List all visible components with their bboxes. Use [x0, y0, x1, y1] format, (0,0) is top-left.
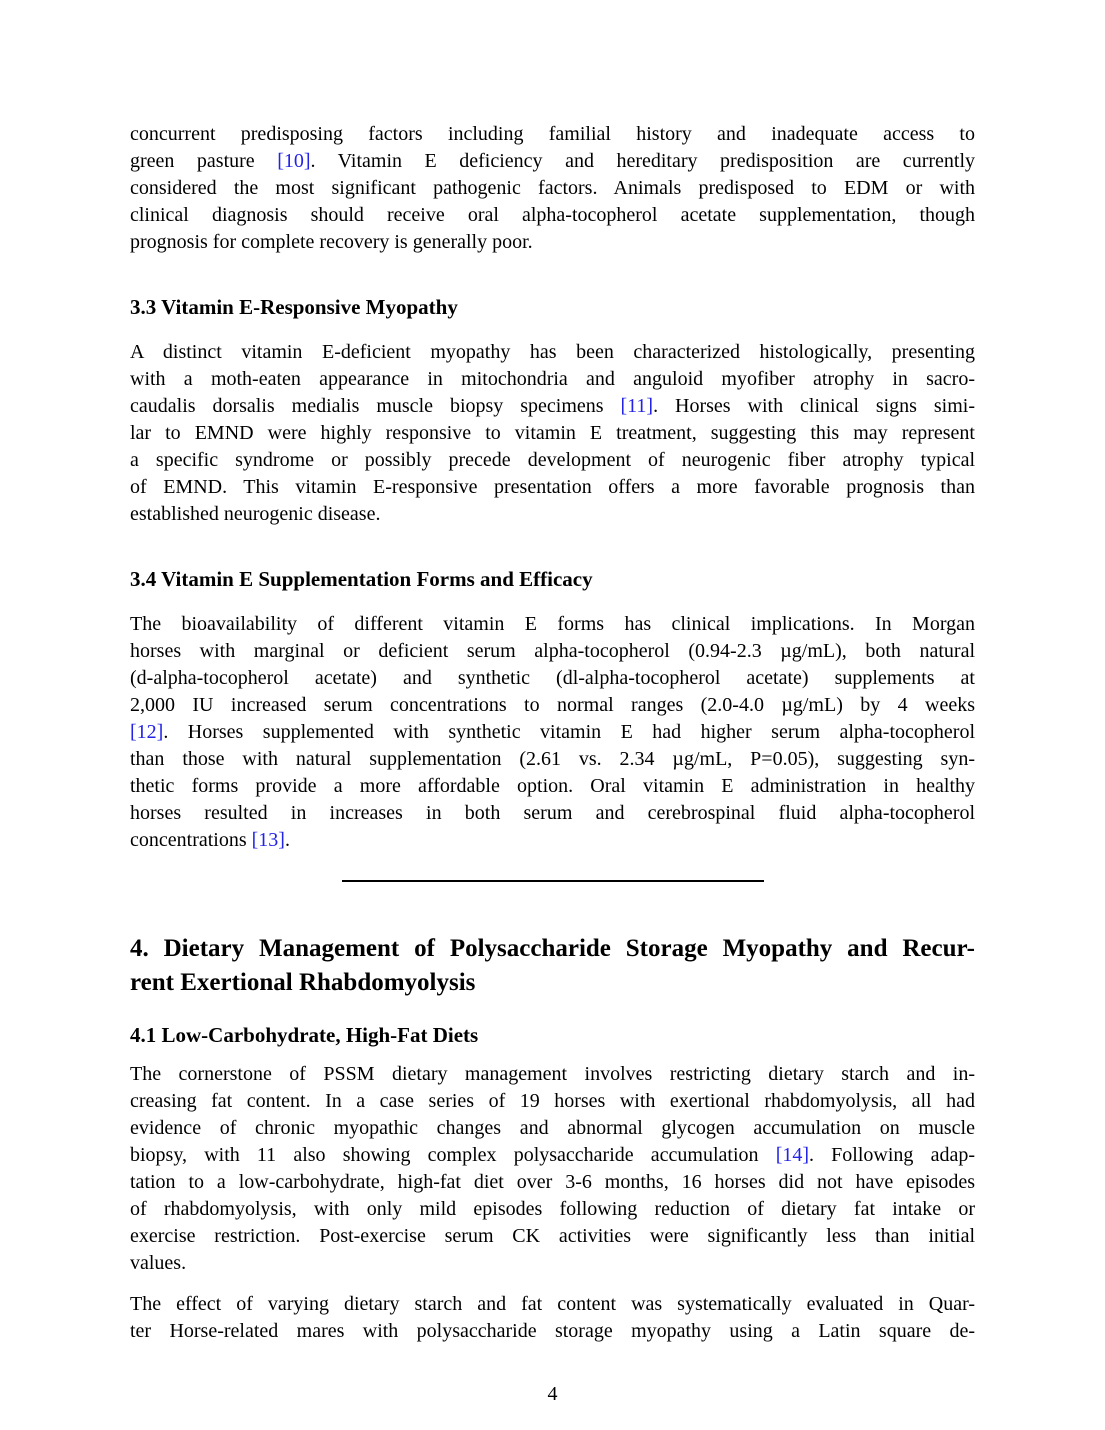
- text-line: [130, 1318, 975, 1345]
- text-line: [130, 719, 975, 746]
- paragraph: [130, 1061, 975, 1277]
- text-span: . Vitamin E deficiency and hereditary predisposition are currently: [310, 150, 975, 172]
- page-number: 4: [547, 1383, 558, 1405]
- text-span: evidence of chronic myopathic changes and abnormal glycogen accumulation on muscle: [130, 1117, 975, 1139]
- text-span: prognosis for complete recovery is generally poor.: [130, 231, 533, 253]
- text-line: [130, 1250, 975, 1277]
- citation-link[interactable]: [14]: [775, 1144, 810, 1166]
- paragraph: [130, 121, 975, 256]
- text-line: [130, 746, 975, 773]
- subsection-heading: 4.1 Low-Carbohydrate, High-Fat Diets: [130, 1023, 479, 1047]
- document-content: [130, 121, 975, 1345]
- section-divider: [130, 872, 975, 890]
- subsection-heading: 3.4 Vitamin E Supplementation Forms and Efficacy: [130, 567, 593, 591]
- text-span: (d-alpha-tocopherol acetate) and synthetic (dl-alpha-tocopherol acetate) supplements at: [130, 667, 975, 689]
- text-span: clinical diagnosis should receive oral alpha-tocopherol acetate supplementation, though: [130, 204, 975, 226]
- text-span: established neurogenic disease.: [130, 503, 381, 525]
- text-span: thetic forms provide a more affordable option. Oral vitamin E administration in healthy: [130, 775, 975, 797]
- text-line: [130, 1196, 975, 1223]
- text-line: [130, 638, 975, 665]
- text-line: [130, 229, 975, 256]
- text-span: . Following adap-: [809, 1144, 975, 1166]
- text-line: [130, 447, 975, 474]
- paragraph: [130, 611, 975, 854]
- text-span: The bioavailability of different vitamin E forms has clinical implications. In Morgan: [130, 613, 975, 635]
- text-span: 2,000 IU increased serum concentrations to normal ranges (2.0-4.0 µg/mL) by 4 weeks: [130, 694, 975, 716]
- text-line: [130, 1291, 975, 1318]
- text-span: The effect of varying dietary starch and fat content was systematically evaluated in Quar-: [130, 1293, 975, 1315]
- text-span: a specific syndrome or possibly precede development of neurogenic fiber atrophy typical: [130, 449, 975, 471]
- text-span: ter Horse-related mares with polysaccharide storage myopathy using a Latin square de-: [130, 1320, 975, 1342]
- text-span: caudalis dorsalis medialis muscle biopsy specimens: [130, 395, 621, 417]
- paragraph: [130, 1291, 975, 1345]
- text-span: concurrent predisposing factors including familial history and inadequate access to: [130, 123, 975, 145]
- paragraph: [130, 339, 975, 528]
- text-line: [130, 420, 975, 447]
- heading-line: rent Exertional Rhabdomyolysis: [130, 969, 476, 996]
- text-span: .: [284, 829, 290, 851]
- text-span: of rhabdomyolysis, with only mild episodes following reduction of dietary fat intake or: [130, 1198, 975, 1220]
- text-line: [130, 1088, 975, 1115]
- text-line: [130, 1061, 975, 1088]
- text-line: [130, 202, 975, 229]
- subsection-heading: 3.3 Vitamin E-Responsive Myopathy: [130, 295, 458, 319]
- text-line: [130, 773, 975, 800]
- text-span: considered the most significant pathogenic factors. Animals predisposed to EDM or with: [130, 177, 975, 199]
- text-line: [130, 393, 975, 420]
- text-line: [130, 1223, 975, 1250]
- text-span: The cornerstone of PSSM dietary management involves restricting dietary starch and in-: [130, 1063, 975, 1085]
- text-line: [130, 366, 975, 393]
- text-span: . Horses with clinical signs simi-: [653, 395, 976, 417]
- text-line: [130, 501, 975, 528]
- text-line: [130, 148, 975, 175]
- horizontal-rule: [342, 880, 764, 882]
- text-line: [130, 800, 975, 827]
- text-span: horses with marginal or deficient serum alpha-tocopherol (0.94-2.3 µg/mL), both natural: [130, 640, 975, 662]
- text-line: [130, 175, 975, 202]
- text-line: [130, 1142, 975, 1169]
- text-span: A distinct vitamin E-deficient myopathy has been characterized histologically, presenting: [130, 341, 975, 363]
- document-page: [130, 0, 975, 1406]
- citation-link[interactable]: [11]: [620, 395, 654, 417]
- text-line: [130, 1169, 975, 1196]
- text-line: [130, 665, 975, 692]
- text-span: lar to EMND were highly responsive to vitamin E treatment, suggesting this may represent: [130, 422, 975, 444]
- heading-line: 4. Dietary Management of Polysaccharide Storage Myopathy and Recur-: [130, 935, 975, 962]
- text-span: creasing fat content. In a case series of 19 horses with exertional rhabdomyolysis, all had: [130, 1090, 975, 1112]
- citation-link[interactable]: [13]: [251, 829, 285, 851]
- text-line: [130, 692, 975, 719]
- text-span: than those with natural supplementation (2.61 vs. 2.34 µg/mL, P=0.05), suggesting syn-: [130, 748, 975, 770]
- section-heading: [130, 932, 975, 1000]
- text-line: [130, 339, 975, 366]
- text-line: [130, 474, 975, 501]
- text-span: biopsy, with 11 also showing complex polysaccharide accumulation: [130, 1144, 776, 1166]
- text-span: tation to a low-carbohydrate, high-fat diet over 3-6 months, 16 horses did not have episodes: [130, 1171, 975, 1193]
- text-span: horses resulted in increases in both serum and cerebrospinal fluid alpha-tocopherol: [130, 802, 975, 824]
- text-line: [130, 611, 975, 638]
- text-span: exercise restriction. Post-exercise serum CK activities were significantly less than initial: [130, 1225, 975, 1247]
- text-span: concentrations: [130, 829, 252, 851]
- citation-link[interactable]: [10]: [277, 150, 311, 172]
- text-span: green pasture: [130, 150, 278, 172]
- text-span: of EMND. This vitamin E-responsive presentation offers a more favorable prognosis than: [130, 476, 975, 498]
- text-line: [130, 827, 975, 854]
- text-line: [130, 1115, 975, 1142]
- text-span: values.: [130, 1252, 187, 1274]
- text-line: [130, 121, 975, 148]
- citation-link[interactable]: [12]: [130, 721, 164, 743]
- text-span: . Horses supplemented with synthetic vitamin E had higher serum alpha-tocopherol: [163, 721, 975, 743]
- text-span: with a moth-eaten appearance in mitochondria and anguloid myofiber atrophy in sacro-: [130, 368, 975, 390]
